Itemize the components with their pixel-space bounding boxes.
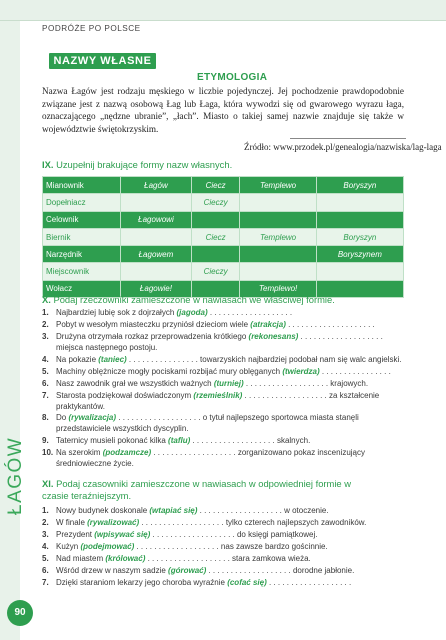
declension-cell: Templewo!: [240, 280, 316, 297]
declension-cell: Templewo: [240, 177, 316, 194]
declension-cell: [191, 246, 239, 263]
base-word: (taniec): [98, 354, 127, 364]
item-number: 1.: [42, 506, 49, 515]
case-label: Biernik: [43, 228, 121, 245]
etymology-text: Nazwa Łagów jest rodzaju męskiego w liczbie pojedynczej. Jej pochodzenie prawdopodobnie związane jest z nazwą osobową Łag lub Łaga, która wywodzi się od gwarowego wyrazu łaga, oznaczającego „nędzne ubranie”, „łach”. Miasto o takiej samej nazwie znajduje się także w województwie świętokrzyskim.: [42, 86, 404, 134]
declension-cell: [240, 194, 316, 211]
case-label: Mianownik: [43, 177, 121, 194]
side-band: [0, 21, 20, 640]
item-text: Na szerokim: [56, 448, 103, 458]
declension-cell: [316, 211, 403, 228]
item-number: 6.: [42, 378, 49, 388]
declension-cell: [316, 194, 403, 211]
base-word: (jagoda): [176, 308, 208, 317]
base-word: (górować): [168, 565, 207, 575]
declension-cell: Łagowowi: [121, 211, 192, 228]
answer-blank[interactable]: . . . . . . . . . . . . . . . . . . . skalnych.: [190, 436, 311, 446]
base-word: (cofać się): [227, 577, 267, 587]
item-text: Kużyn: [56, 541, 81, 551]
answer-blank[interactable]: . . . . . . . . . . . . . . . . . . . zorganizowano pokaz inscenizujący średniowieczne życie.: [56, 448, 366, 469]
exercise-item: [42, 379, 412, 390]
answer-blank[interactable]: . . . . . . . . . . . . . . . . . . . .: [285, 319, 375, 329]
exercise-item: [42, 530, 412, 541]
declension-cell: Cieczy: [191, 263, 239, 280]
source-rule: [290, 138, 406, 139]
exercise-item: [42, 367, 412, 378]
base-word: (podzamcze): [102, 448, 152, 458]
item-number: 5.: [42, 366, 49, 376]
item-number: 2.: [42, 517, 49, 527]
item-text: Do: [56, 413, 69, 423]
base-word: (rzemieślnik): [193, 390, 243, 400]
declension-cell: [316, 263, 403, 280]
declension-cell: [191, 211, 239, 228]
task-11-title: Podaj czasowniki zamieszczone w nawiasach w odpowiedniej formie w czasie teraźniejszym.: [42, 478, 352, 501]
base-word: (podejmować): [80, 541, 135, 551]
item-number: 4.: [42, 541, 49, 551]
item-text: Taternicy musieli pokonać kilka: [56, 436, 169, 446]
declension-cell: Łagowie!: [121, 280, 192, 297]
base-word: (wtapiać się): [149, 506, 198, 515]
exercise-item: [42, 566, 412, 577]
exercise-item: [42, 506, 412, 517]
task-11-number: XI.: [42, 478, 54, 489]
task-10-title: Podaj rzeczowniki zamieszczone w nawiasach we właściwej formie.: [53, 294, 335, 305]
item-text: W finale: [56, 517, 88, 527]
answer-blank[interactable]: . . . . . . . . . . . . . . . . . . . miejsca następnego postoju.: [56, 331, 383, 352]
declension-cell: Łagowem: [121, 246, 192, 263]
item-text: Drużyna otrzymała rozkaz przeprowadzenia krótkiego: [56, 331, 249, 341]
base-word: (rekonesans): [248, 331, 299, 341]
answer-blank[interactable]: . . . . . . . . . . . . . . . . . . . krajowych.: [243, 378, 369, 388]
item-text: Pobyt w wesołym miasteczku przyniósł dzieciom wiele: [56, 319, 251, 329]
declension-cell: Cieczy: [191, 194, 239, 211]
top-band: [0, 0, 446, 20]
declension-cell: [121, 228, 192, 245]
base-word: (królować): [105, 553, 146, 563]
item-text: Machiny oblężnicze mogły pociskami rozbijać mury oblęganych: [56, 366, 283, 376]
item-text: Na pokazie: [56, 354, 99, 364]
item-number: 6.: [42, 565, 49, 575]
item-text: Nad miastem: [56, 553, 106, 563]
declension-cell: Ciecz: [191, 177, 239, 194]
item-number: 1.: [42, 308, 49, 317]
answer-blank[interactable]: . . . . . . . . . . . . . . . . . . . w otoczenie.: [197, 506, 329, 515]
exercise-item: [42, 413, 412, 435]
exercise-item: [42, 578, 412, 589]
item-number: 3.: [42, 529, 49, 539]
exercise-item: [42, 448, 412, 470]
declension-cell: Boryszyn: [316, 228, 403, 245]
base-word: (twierdza): [282, 366, 320, 376]
declension-row: [43, 177, 404, 194]
item-text: Dzięki staraniom lekarzy jego choroba wyraźnie: [56, 577, 228, 587]
answer-blank[interactable]: . . . . . . . . . . . . . . . . . . . do księgi pamiątkowej.: [150, 529, 318, 539]
task-11-heading: [42, 478, 372, 502]
declension-cell: [240, 246, 316, 263]
page-number: 90: [7, 600, 33, 626]
answer-blank[interactable]: . . . . . . . . . . . . . . . . . . . tylko czterech najlepszych zawodników.: [139, 517, 367, 527]
item-number: 2.: [42, 319, 49, 329]
declension-cell: Templewo: [240, 228, 316, 245]
base-word: (rywalizacja): [68, 413, 117, 423]
case-label: Narzędnik: [43, 246, 121, 263]
task-9-number: IX.: [42, 159, 54, 170]
case-label: Dopełniacz: [43, 194, 121, 211]
declension-cell: [240, 263, 316, 280]
task-10-heading: [42, 294, 335, 305]
top-rule: [0, 20, 446, 21]
exercise-item: [42, 554, 412, 565]
case-label: Celownik: [43, 211, 121, 228]
task-10-list: [42, 308, 412, 471]
exercise-item: [42, 391, 412, 413]
item-number: 10.: [42, 448, 54, 458]
answer-blank[interactable]: . . . . . . . . . . . . . . . . . . . stara zamkowa wieża.: [145, 553, 311, 563]
declension-table: [42, 176, 404, 298]
item-text: Nowy budynek doskonale: [56, 506, 150, 515]
base-word: (atrakcja): [250, 319, 286, 329]
declension-cell: Łagów: [121, 177, 192, 194]
declension-row: [43, 194, 404, 211]
item-number: 8.: [42, 413, 49, 423]
declension-cell: Boryszynem: [316, 246, 403, 263]
answer-blank[interactable]: . . . . . . . . . . . . . . . .: [319, 366, 391, 376]
etymology-source: Źródło: www.przodek.pl/genealogia/nazwiska/lag-laga: [244, 142, 442, 152]
answer-blank[interactable]: . . . . . . . . . . . . . . . . . . . o tytuł najlepszego sportowca miasta stanęli przedstawiciele wszystkich dyscyplin.: [56, 413, 359, 434]
exercise-item: [42, 542, 412, 553]
declension-row: [43, 228, 404, 245]
answer-blank[interactable]: . . . . . . . . . . . . . . . . . . . nas zawsze bardzo gościnnie.: [134, 541, 328, 551]
declension-cell: Boryszyn: [316, 177, 403, 194]
declension-row: [43, 246, 404, 263]
item-text: Najbardziej lubię sok z dojrzałych: [56, 308, 177, 317]
declension-row: [43, 263, 404, 280]
answer-blank[interactable]: . . . . . . . . . . . . . . . . . . . dorodne jabłonie.: [206, 565, 355, 575]
section-badge: NAZWY WŁASNE: [49, 53, 156, 69]
case-label: Wołacz: [43, 280, 121, 297]
answer-blank[interactable]: . . . . . . . . . . . . . . . . . . .: [207, 308, 293, 317]
answer-blank[interactable]: . . . . . . . . . . . . . . . . towarzyskich najbardziej podobał nam się walc angielski.: [126, 354, 402, 364]
item-number: 3.: [42, 331, 49, 341]
declension-cell: [121, 194, 192, 211]
exercise-item: [42, 332, 412, 354]
answer-blank[interactable]: . . . . . . . . . . . . . . . . . . .: [266, 577, 352, 587]
declension-cell: [240, 211, 316, 228]
answer-blank[interactable]: . . . . . . . . . . . . . . . . . . . za kształcenie praktykantów.: [56, 390, 380, 411]
task-11-list: [42, 506, 412, 590]
task-9-title: Uzupełnij brakujące formy nazw własnych.: [56, 159, 233, 170]
case-label: Miejscownik: [43, 263, 121, 280]
base-word: (turniej): [213, 378, 244, 388]
item-number: 5.: [42, 553, 49, 563]
base-word: (taflu): [168, 436, 191, 446]
exercise-item: [42, 518, 412, 529]
task-10-number: X.: [42, 294, 51, 305]
item-number: 9.: [42, 436, 49, 446]
declension-cell: [121, 263, 192, 280]
side-label: ŁAGÓW: [5, 436, 26, 515]
task-9-heading: [42, 159, 232, 170]
base-word: (rywalizować): [87, 517, 140, 527]
etymology-title: ETYMOLOGIA: [197, 72, 268, 83]
item-text: Prezydent: [56, 529, 95, 539]
item-text: Wśród drzew w naszym sadzie: [56, 565, 169, 575]
item-number: 7.: [42, 577, 49, 587]
declension-cell: Ciecz: [191, 228, 239, 245]
exercise-item: [42, 320, 412, 331]
exercise-item: [42, 355, 412, 366]
item-text: Starosta podziękował doświadczonym: [56, 390, 194, 400]
declension-row: [43, 211, 404, 228]
exercise-item: [42, 308, 412, 319]
running-header: PODRÓŻE PO POLSCE: [42, 24, 141, 33]
item-number: 7.: [42, 390, 49, 400]
item-number: 4.: [42, 354, 49, 364]
base-word: (wpisywać się): [94, 529, 151, 539]
item-text: Nasz zawodnik grał we wszystkich ważnych: [56, 378, 214, 388]
exercise-item: [42, 436, 412, 447]
